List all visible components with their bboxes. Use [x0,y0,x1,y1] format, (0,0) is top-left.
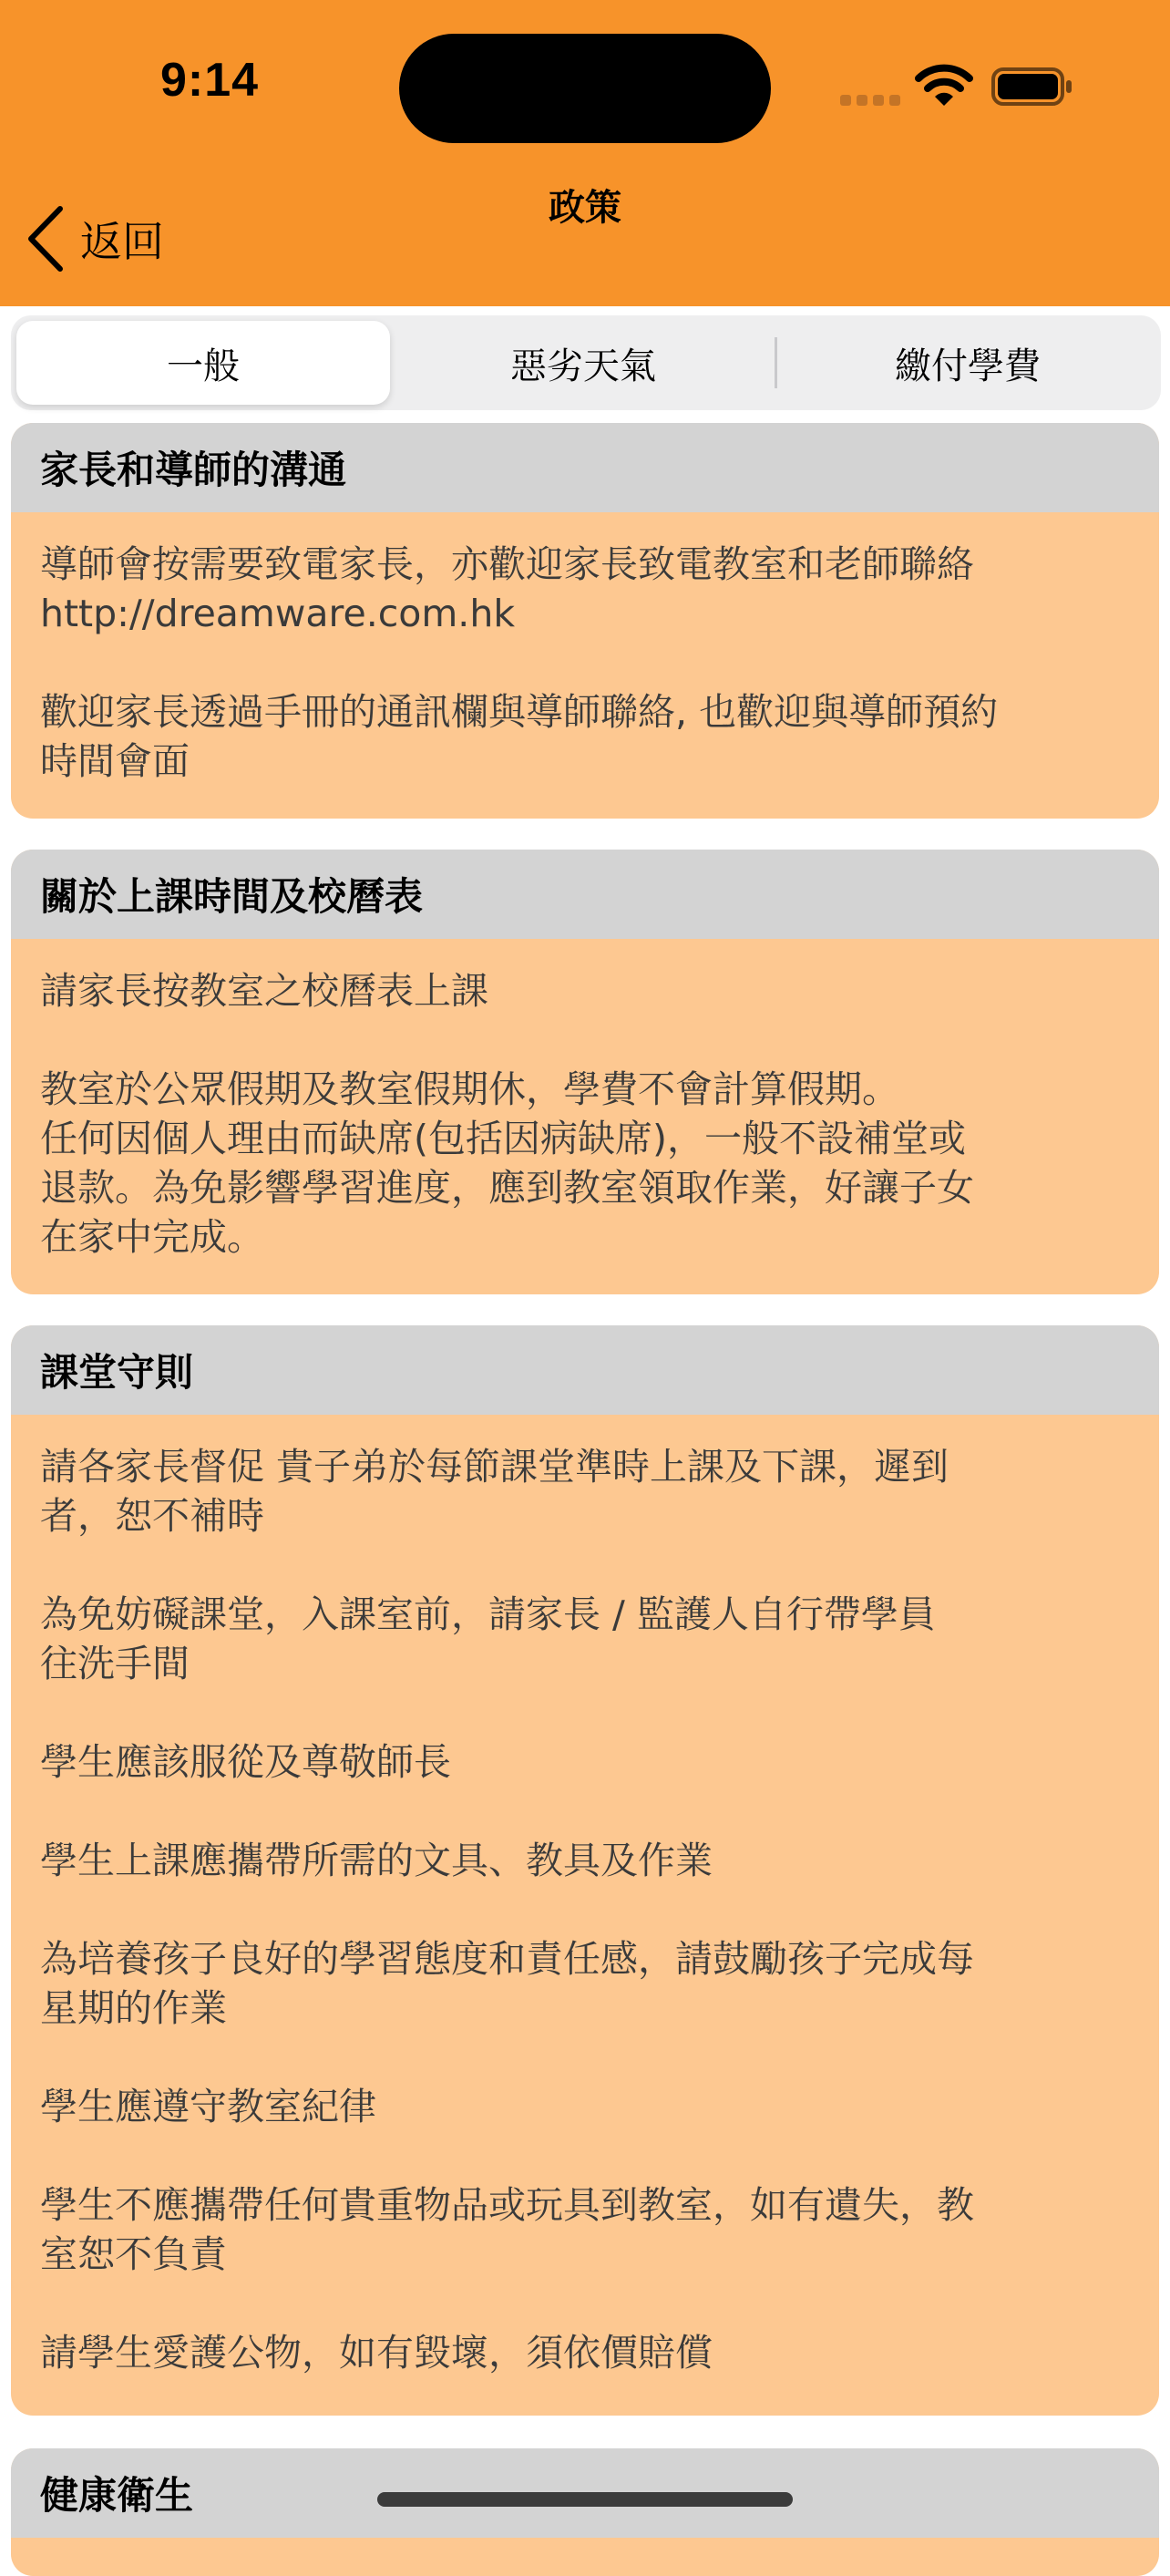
section-paragraph: 學生應該服從及尊敬師長 [40,1740,451,1784]
section-card [11,423,1159,819]
section-card [11,1325,1159,2416]
section-paragraph: 歡迎家長透過手冊的通訊欄與導師聯絡, 也歡迎與導師預約 時間會面 [40,690,999,783]
section-body [11,1415,1159,2377]
section-body [11,512,1159,786]
section-title: 健康衛生 [11,2448,1159,2538]
section-paragraph: 教室於公眾假期及教室假期休，學費不會計算假期。 任何因個人理由而缺席(包括因病缺席)，一般不設補堂或 退款。為免影響學習進度，應到教室領取作業，好讓子女 在家中完成。 [40,1067,974,1259]
cellular-signal-icon [840,95,900,106]
tab-bad-weather[interactable]: 惡劣天氣 [510,345,656,387]
section-title: 課堂守則 [11,1325,1159,1415]
section-paragraph: 導師會按需要致電家長，亦歡迎家長致電教室和老師聯絡 http://dreamware.com.hk [40,542,974,635]
section-paragraph: 請學生愛護公物，如有毀壞，須依價賠償 [40,2331,713,2375]
section-title: 家長和導師的溝通 [11,423,1159,512]
section-paragraph: 學生應遵守教室紀律 [40,2085,376,2128]
section-body [11,939,1159,1262]
back-label: 返回 [80,217,164,266]
tab-general[interactable]: 一般 [16,321,390,405]
section-paragraph: 為免妨礙課堂，入課室前，請家長 / 監護人自行帶學員 往洗手間 [40,1592,936,1685]
section-paragraph: 學生上課應攜帶所需的文具、教具及作業 [40,1839,713,1882]
section-title: 關於上課時間及校曆表 [11,850,1159,939]
page-title: 政策 [549,187,621,229]
status-time: 9:14 [160,54,260,107]
segment-divider [775,337,777,388]
section-paragraph: 請各家長督促 貴子弟於每節課堂準時上課及下課，遲到 者，恕不補時 [40,1445,949,1538]
battery-icon [991,67,1073,106]
navigation-header [0,0,1170,306]
section-paragraph: 請家長按教室之校曆表上課 [40,969,488,1013]
segmented-control [11,315,1161,410]
home-indicator [377,2492,793,2507]
section-paragraph: 為培養孩子良好的學習態度和責任感，請鼓勵孩子完成每 星期的作業 [40,1937,974,2030]
wifi-icon [915,64,973,108]
section-paragraph: 學生不應攜帶任何貴重物品或玩具到教室，如有遺失，教 室恕不負責 [40,2183,974,2276]
tab-tuition-payment[interactable]: 繳付學費 [895,345,1041,387]
section-card [11,850,1159,1294]
dynamic-island [399,34,771,143]
section-card [11,2448,1159,2576]
